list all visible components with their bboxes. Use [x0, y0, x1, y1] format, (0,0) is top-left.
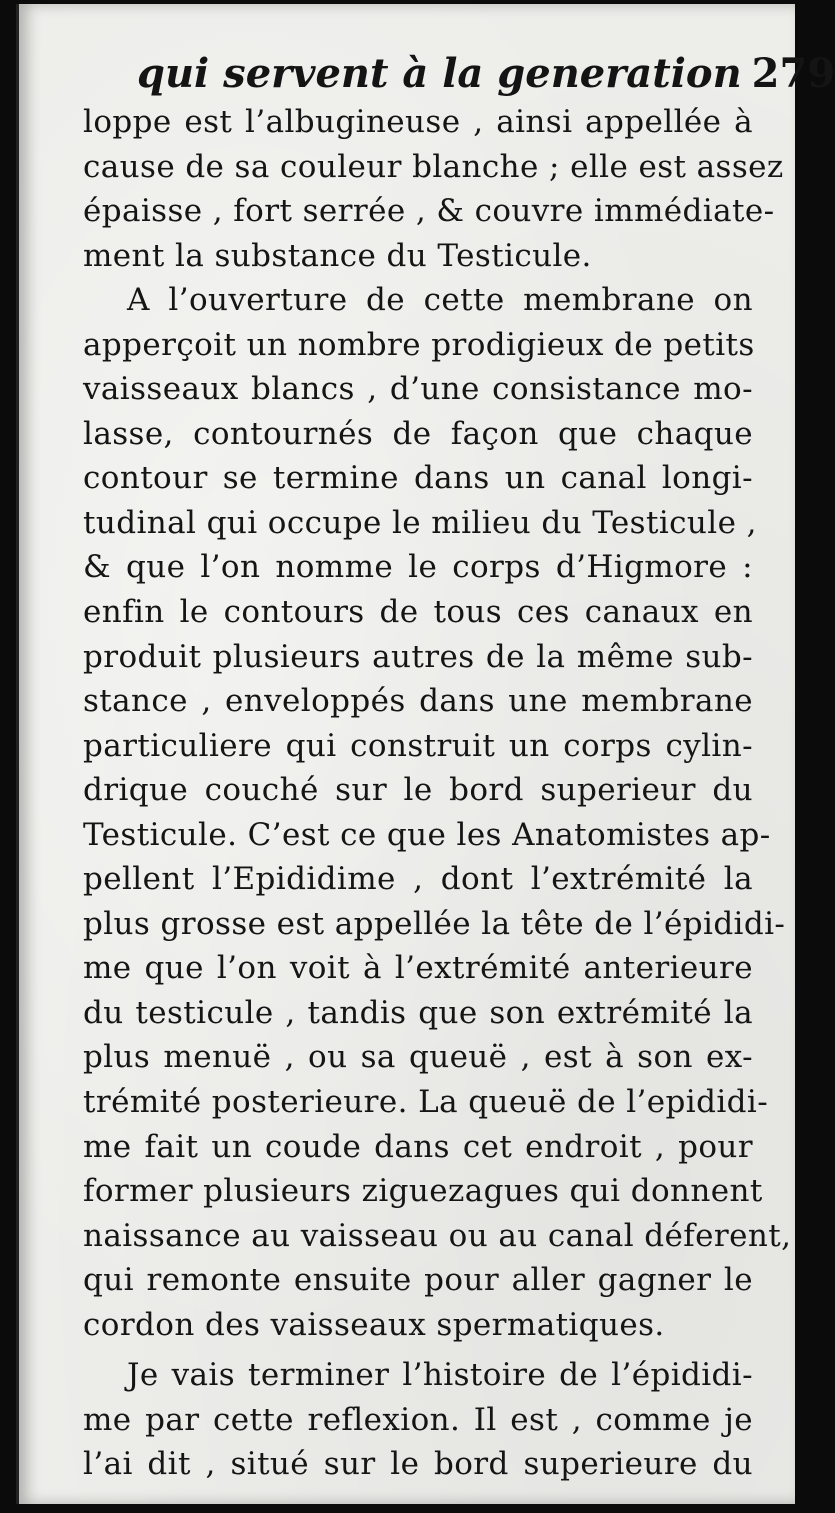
text-line: épaisse , fort serrée , & couvre immédiate- [83, 193, 775, 230]
text-line: l’ai dit , situé sur le bord superieure du [83, 1446, 753, 1483]
book-page [16, 4, 835, 1504]
text-line: former plusieurs ziguezagues qui donnent [83, 1173, 763, 1210]
text-line: A l’ouverture de cette membrane on [127, 282, 753, 319]
text-line: lasse, contournés de façon que chaque [83, 415, 753, 452]
text-line: me fait un coude dans cet endroit , pour [83, 1128, 753, 1165]
text-line: Testicule. C’est ce que les Anatomistes ap- [83, 816, 771, 853]
text-line: Je vais terminer l’histoire de l’épididi- [127, 1357, 753, 1394]
text-line: vaisseaux blancs , d’une consistance mo- [83, 371, 753, 408]
text-line: cordon des vaisseaux spermatiques. [83, 1306, 665, 1343]
text-line: & que l’on nomme le corps d’Higmore : [83, 549, 753, 586]
running-title: qui servent à la generation [137, 50, 742, 97]
text-line: trémité posterieure. La queuë de l’epididi- [83, 1084, 769, 1121]
text-line: apperçoit un nombre prodigieux de petits [83, 326, 755, 363]
text-line: me par cette reflexion. Il est , comme je [83, 1401, 753, 1438]
text-line: qui remonte ensuite pour aller gagner le [83, 1262, 753, 1299]
text-line: produit plusieurs autres de la même sub- [83, 638, 753, 675]
text-line: particuliere qui construit un corps cylin- [83, 727, 753, 764]
page-number: 279 [751, 50, 835, 97]
paragraph-1 [83, 100, 784, 278]
text-line: contour se termine dans un canal longi- [83, 460, 753, 497]
body-text [83, 100, 792, 1487]
text-line: plus menuë , ou sa queuë , est à son ex- [83, 1039, 753, 1076]
text-line: ment la substance du Testicule. [83, 237, 592, 274]
text-line: naissance au vaisseau ou au canal déferent, [83, 1217, 792, 1254]
text-line: pellent l’Epididime , dont l’extrémité la [83, 861, 753, 898]
text-line: drique couché sur le bord superieur du [83, 772, 753, 809]
text-line: plus grosse est appellée la tête de l’épididi- [83, 905, 786, 942]
text-line: cause de sa couleur blanche ; elle est assez [83, 148, 784, 185]
text-line: stance , enveloppés dans une membrane [83, 683, 753, 720]
text-line: me que l’on voit à l’extrémité anterieure [83, 950, 753, 987]
running-header [137, 46, 835, 102]
text-line: tudinal qui occupe le milieu du Testicule , [83, 504, 757, 541]
text-line: loppe est l’albugineuse , ainsi appellée à [83, 104, 753, 140]
text-line: enfin le contours de tous ces canaux en [83, 594, 753, 631]
paragraph-3 [83, 1353, 753, 1487]
paragraph-2 [83, 278, 792, 1347]
text-line: du testicule , tandis que son extrémité la [83, 994, 753, 1031]
